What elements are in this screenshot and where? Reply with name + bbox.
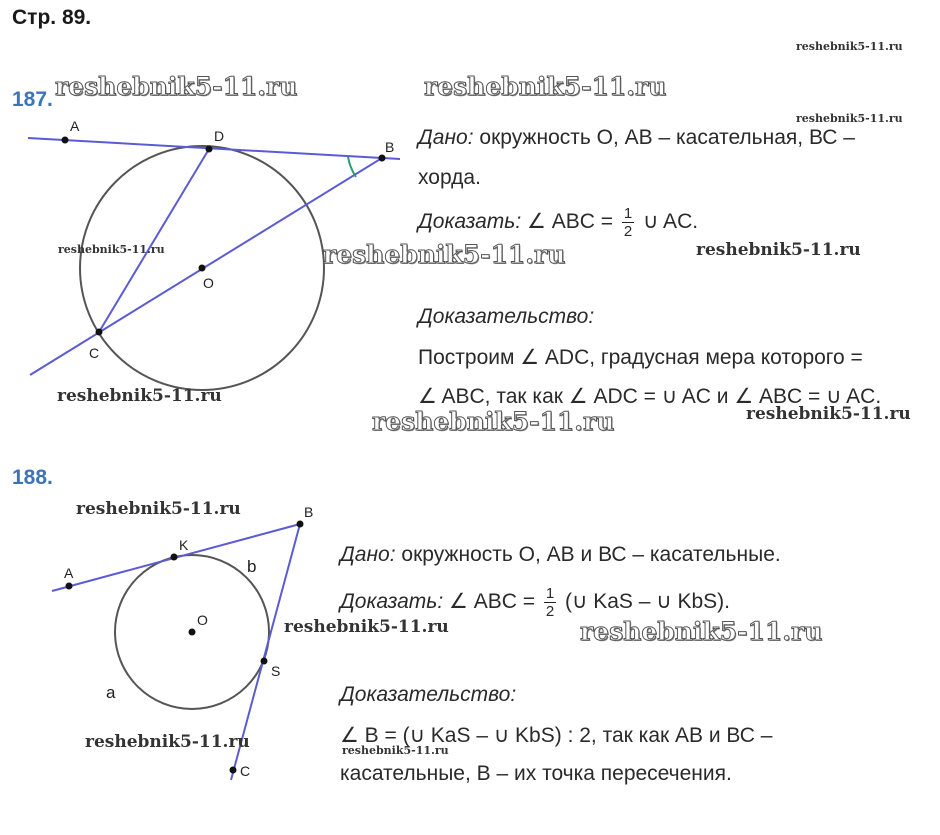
prove-post-188: (∪ KaS – ∪ KbS). xyxy=(565,590,730,614)
proof-line1-187: Построим ∠ ADC, градусная мера которого = xyxy=(418,346,863,369)
proof-line2-187: ∠ ABC, так как ∠ ADC = ∪ AC и ∠ ABC = ∪ AC. xyxy=(418,385,882,408)
watermark: reshebnik5-11.ru xyxy=(284,617,449,637)
watermark: reshebnik5-11.ru xyxy=(796,40,903,53)
fraction-den-188: 2 xyxy=(545,603,555,620)
point-o-188 xyxy=(189,629,196,636)
proof-line2-188: касательные, В – их точка пересечения. xyxy=(340,762,732,785)
watermark: reshebnik5-11.ru xyxy=(746,404,911,424)
prove-label-187: Доказать: xyxy=(418,210,522,234)
problem-188-prove xyxy=(340,585,730,620)
watermark: reshebnik5-11.ru xyxy=(580,617,823,646)
given-text-188: окружность О, АВ и ВС – касательные. xyxy=(401,543,781,566)
label-b-188: B xyxy=(304,504,314,520)
watermark: reshebnik5-11.ru xyxy=(55,72,298,101)
fraction-188 xyxy=(544,585,556,620)
problem-187-number: 187. xyxy=(12,88,53,111)
point-s xyxy=(261,658,268,665)
watermark: reshebnik5-11.ru xyxy=(424,72,667,101)
angle-b-arc xyxy=(348,157,356,177)
label-o-187: O xyxy=(203,275,214,291)
page-title: Стр. 89. xyxy=(12,6,92,29)
proof-label-187: Доказательство: xyxy=(418,305,595,328)
watermark: reshebnik5-11.ru xyxy=(342,744,449,757)
watermark: reshebnik5-11.ru xyxy=(696,240,861,260)
fraction-num-188: 1 xyxy=(545,585,555,602)
watermark: reshebnik5-11.ru xyxy=(323,240,566,269)
label-a-187: A xyxy=(70,118,80,134)
problem-187-given xyxy=(418,126,855,150)
point-o-187 xyxy=(199,265,206,272)
label-b-187: B xyxy=(385,139,395,155)
chord-dc xyxy=(99,149,209,332)
watermark: reshebnik5-11.ru xyxy=(57,386,222,406)
label-s: S xyxy=(271,663,281,679)
label-c-188: C xyxy=(240,763,251,779)
label-arc-b: b xyxy=(247,557,257,576)
point-b-188 xyxy=(297,521,304,528)
given-text2-187: хорда. xyxy=(418,166,481,189)
point-c-187 xyxy=(96,329,103,336)
given-text1-187: окружность О, АВ – касательная, ВС – xyxy=(479,126,855,149)
point-c-188 xyxy=(230,767,237,774)
fraction-num-187: 1 xyxy=(623,205,633,222)
watermark: reshebnik5-11.ru xyxy=(58,243,165,256)
label-a-188: A xyxy=(64,565,74,581)
fraction-den-187: 2 xyxy=(623,223,633,240)
prove-post-187: ∪ AC. xyxy=(643,210,699,234)
point-b-187 xyxy=(379,155,386,162)
prove-label-188: Доказать: xyxy=(340,590,444,614)
watermark: reshebnik5-11.ru xyxy=(85,732,250,752)
point-d xyxy=(206,146,213,153)
point-k xyxy=(171,554,178,561)
proof-line1-188: ∠ B = (∪ KaS – ∪ KbS) : 2, так как АВ и ВС – xyxy=(340,724,773,747)
watermark: reshebnik5-11.ru xyxy=(76,499,241,519)
prove-pre-188: ∠ ABC = xyxy=(449,590,535,614)
fraction-187 xyxy=(622,205,634,240)
label-d: D xyxy=(214,128,225,144)
proof-label-188: Доказательство: xyxy=(340,683,517,706)
problem-187-prove xyxy=(418,205,698,240)
point-a-187 xyxy=(62,137,69,144)
problem-188-given xyxy=(340,543,781,567)
watermark: reshebnik5-11.ru xyxy=(796,112,903,125)
label-arc-a: a xyxy=(106,683,116,702)
given-label-187: Дано: xyxy=(418,126,474,149)
watermark: reshebnik5-11.ru xyxy=(372,407,615,436)
point-a-188 xyxy=(66,583,73,590)
label-k: K xyxy=(179,537,189,553)
label-o-188: O xyxy=(197,612,208,628)
problem-188-number: 188. xyxy=(12,466,53,489)
given-label-188: Дано: xyxy=(340,543,396,566)
label-c-187: C xyxy=(89,345,100,361)
prove-pre-187: ∠ ABC = xyxy=(527,210,613,234)
